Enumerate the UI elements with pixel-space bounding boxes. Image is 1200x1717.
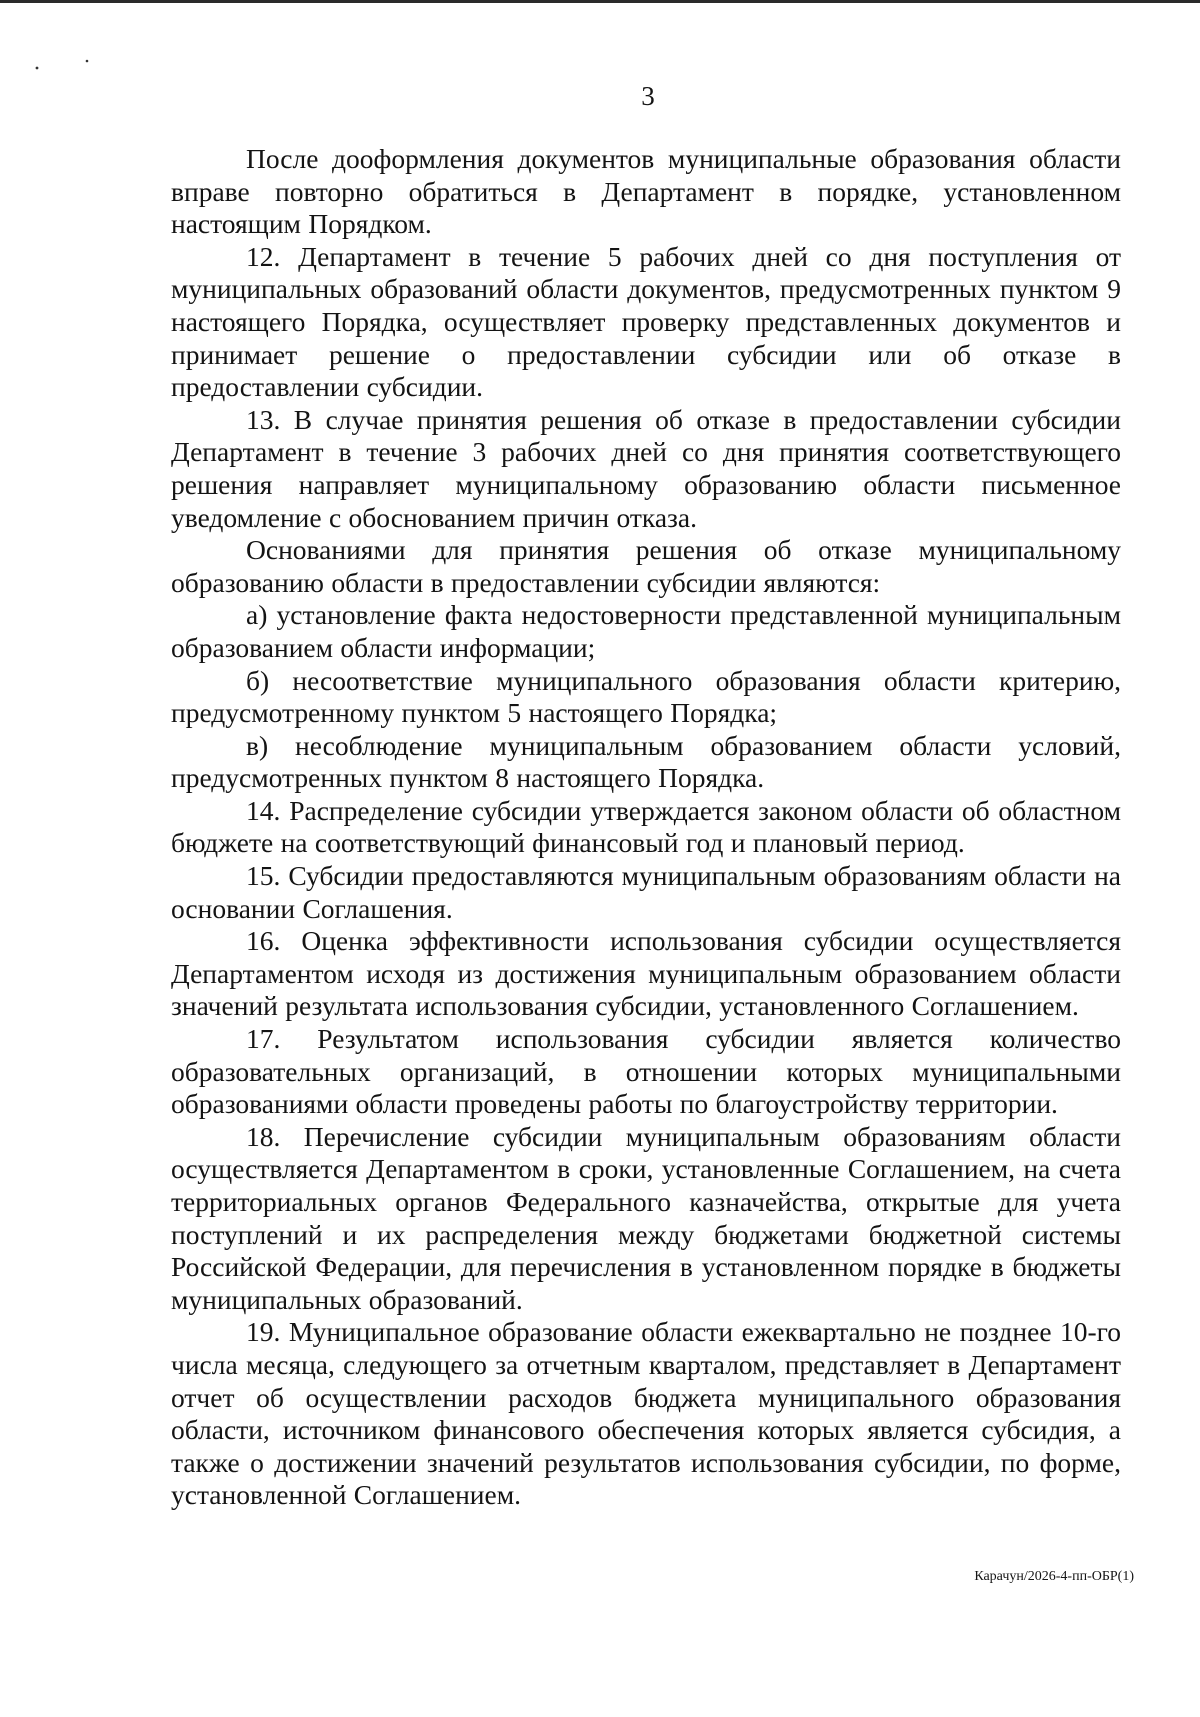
scan-specks	[30, 58, 100, 72]
paragraph-ground-a: а) установление факта недостоверности представленной муниципальным образованием области информации;	[171, 599, 1121, 663]
paragraph-13: 13. В случае принятия решения об отказе в предоставлении субсидии Департамент в течение 3 рабочих дней со дня принятия соответствующего решения направляет муниципальному образованию области письменное уведомление с обоснованием причин отказа.	[171, 403, 1121, 533]
paragraph-ground-c: в) несоблюдение муниципальным образованием области условий, предусмотренных пунктом 8 настоящего Порядка.	[171, 729, 1121, 794]
scan-top-edge	[0, 0, 1200, 3]
paragraph-17: 17. Результатом использования субсидии является количество образовательных организаций, в отношении которых муниципальными образованиями области проведены работы по благоустройству территории.	[171, 1023, 1121, 1120]
paragraph-ground-b: б) несоответствие муниципального образования области критерию, предусмотренному пунктом 5 настоящего Порядка;	[171, 664, 1121, 729]
paragraph-16: 16. Оценка эффективности использования субсидии осуществляется Департаментом исходя из достижения муниципальным образованием области значений результата использования субсидии, установленного Соглашением.	[171, 925, 1121, 1022]
paragraph-refusal-grounds: Основаниями для принятия решения об отказе муниципальному образованию области в предоставлении субсидии являются:	[171, 534, 1121, 598]
paragraph-12: 12. Департамент в течение 5 рабочих дней со дня поступления от муниципальных образований области документов, предусмотренных пунктом 9 настоящего Порядка, осуществляет проверку представленных документов и принимает решение о предоставлении субсидии или об отказе в предоставлении субсидии.	[171, 240, 1121, 403]
page-number: 3	[641, 81, 655, 111]
document-body	[171, 143, 1121, 1512]
paragraph-14: 14. Распределение субсидии утверждается законом области об областном бюджете на соответствующий финансовый год и плановый период.	[171, 794, 1121, 859]
paragraph-19: 19. Муниципальное образование области ежеквартально не позднее 10-го числа месяца, следующего за отчетным кварталом, представляет в Департамент отчет об осуществлении расходов бюджета муниципального образования области, источником финансового обеспечения которых является субсидия, а также о достижении значений результатов использования субсидии, по форме, установленной Соглашением.	[171, 1316, 1121, 1511]
paragraph-18: 18. Перечисление субсидии муниципальным образованиям области осуществляется Департаментом в сроки, установленные Соглашением, на счета территориальных органов Федерального казначейства, открытые для учета поступлений и их распределения между бюджетами бюджетной системы Российской Федерации, для перечисления в установленном порядке в бюджеты муниципальных образований.	[171, 1120, 1121, 1315]
document-code: Карачун/2026-4-пп-ОБР(1)	[974, 1569, 1134, 1584]
paragraph-15: 15. Субсидии предоставляются муниципальным образованиям области на основании Соглашения.	[171, 860, 1121, 924]
paragraph-11-continuation: После дооформления документов муниципальные образования области вправе повторно обратиться в Департамент в порядке, установленном настоящим Порядком.	[171, 143, 1121, 240]
